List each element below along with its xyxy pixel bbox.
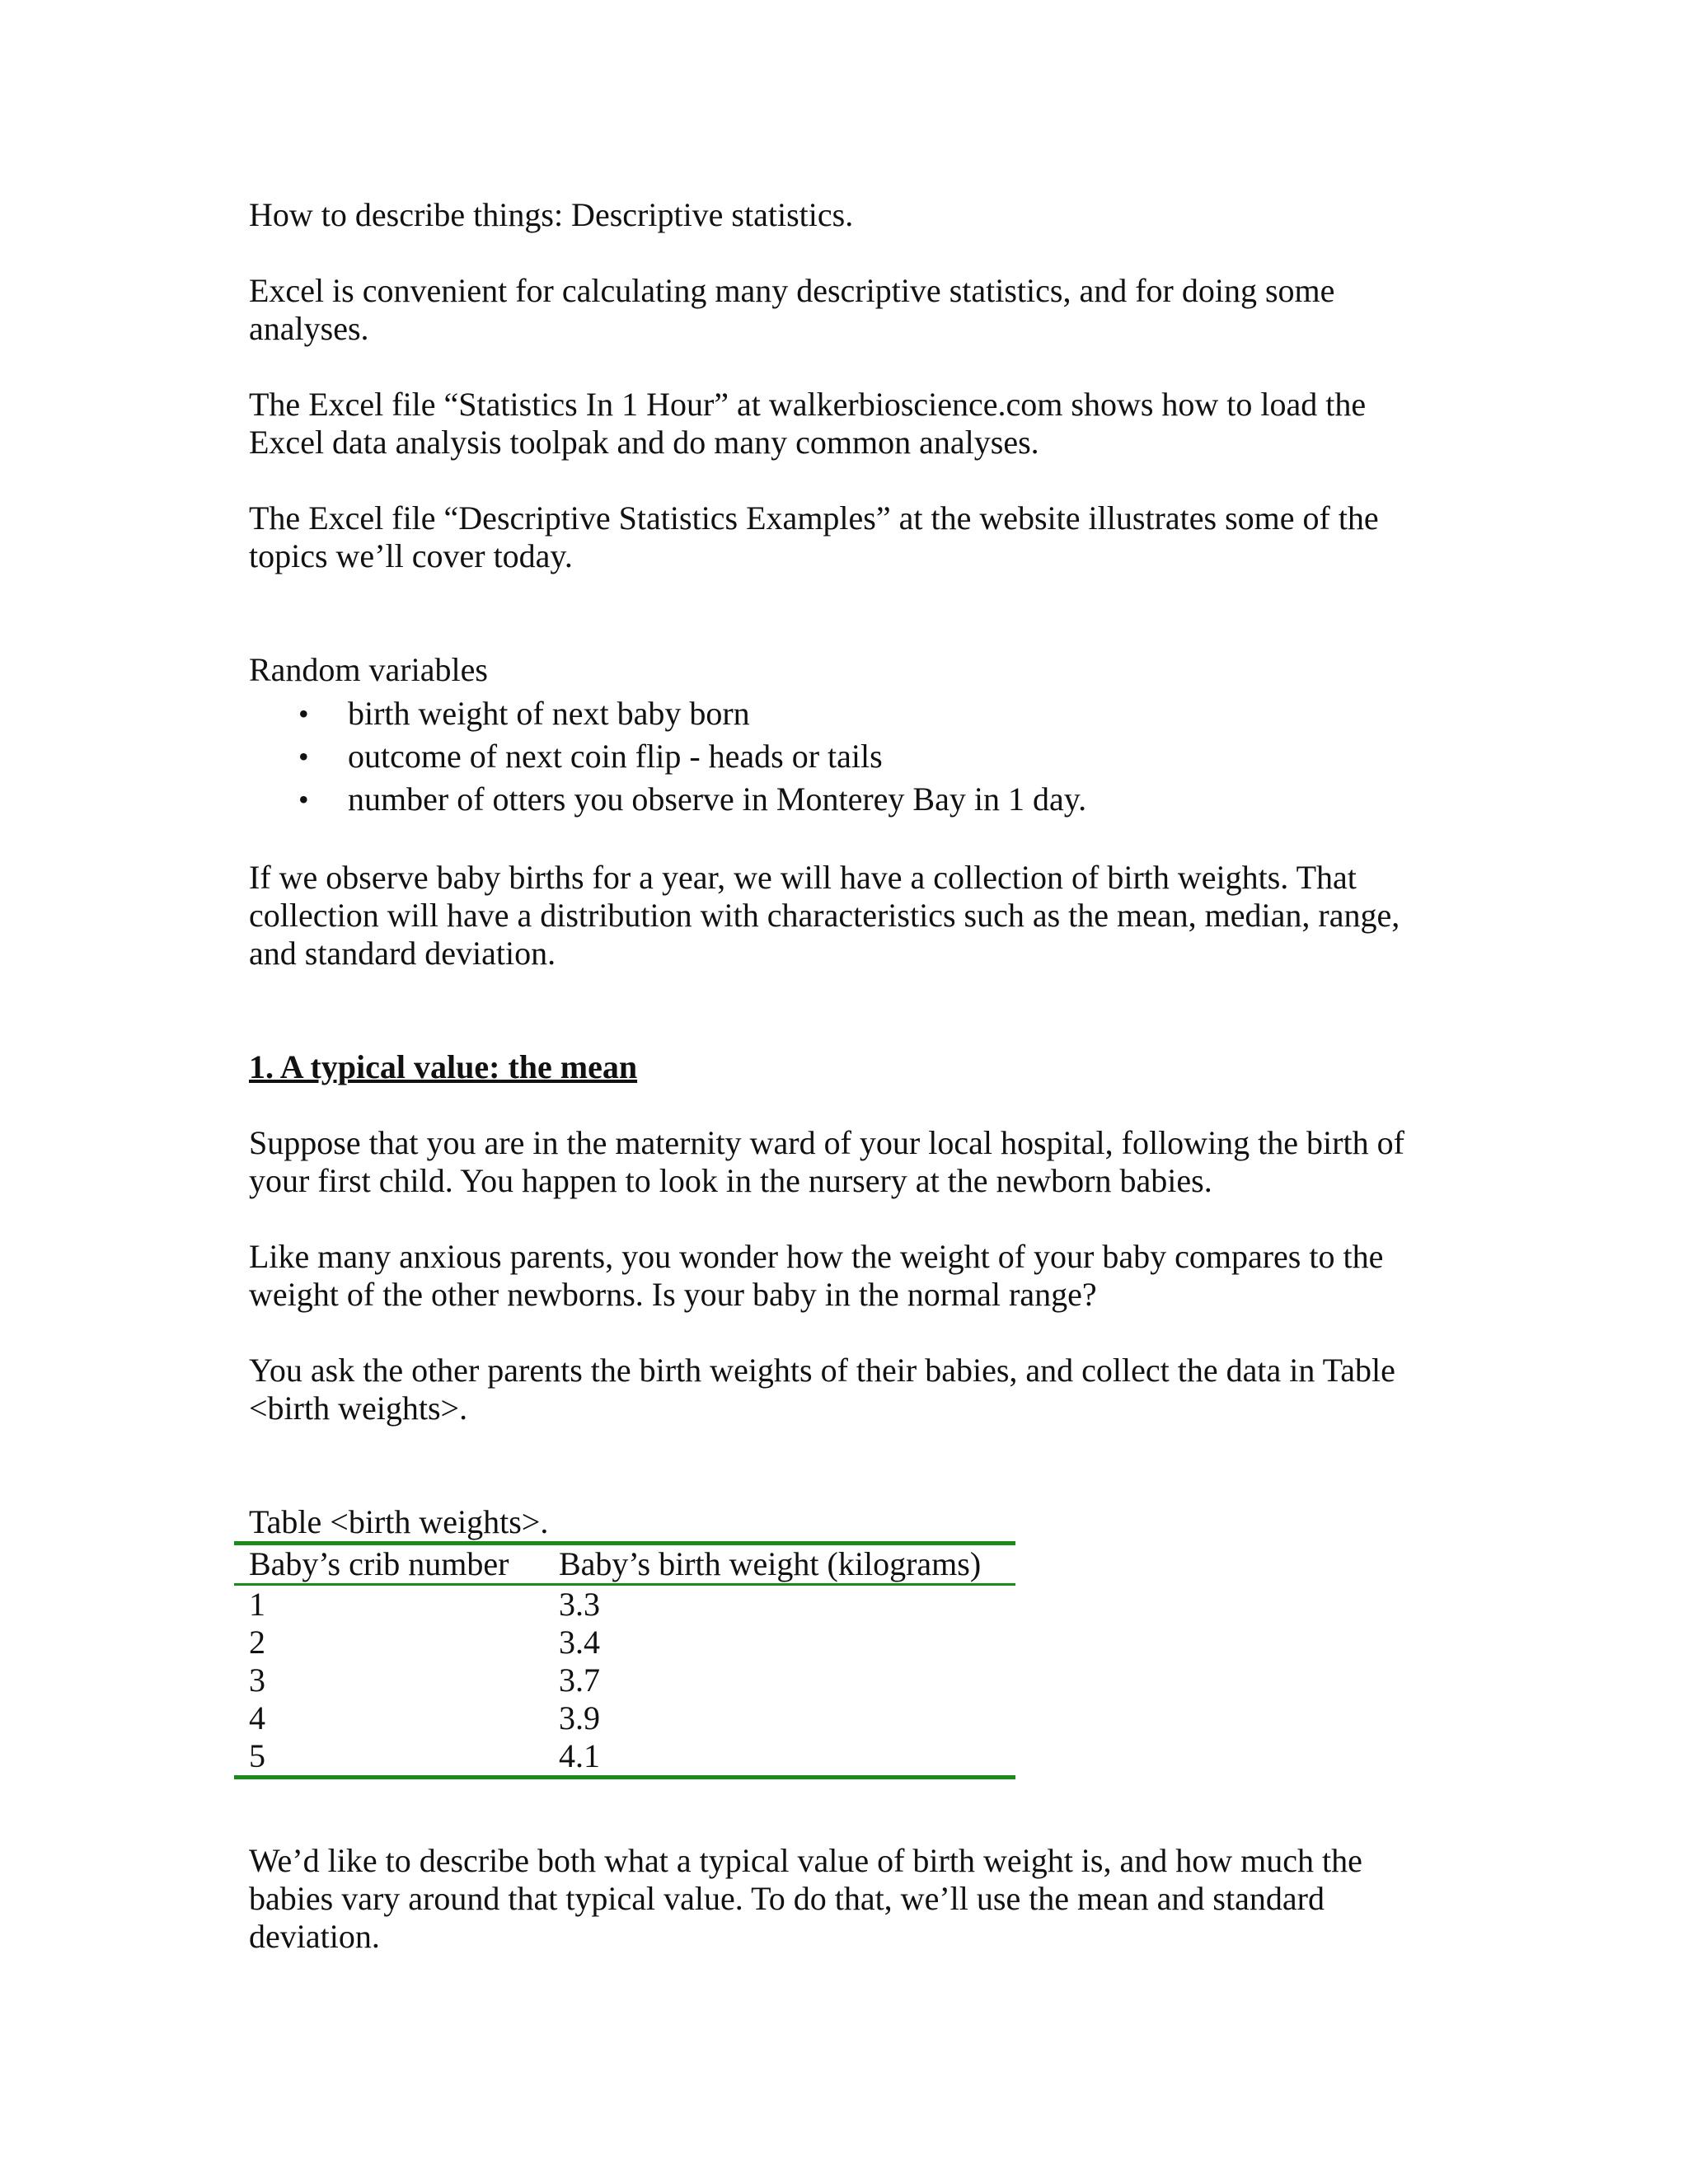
table-row bbox=[234, 1661, 1015, 1699]
birth-weight-cell: 3.4 bbox=[559, 1624, 600, 1661]
random-variables-heading: Random variables bbox=[249, 651, 488, 688]
list-item bbox=[249, 735, 1444, 778]
section-paragraph-2: Like many anxious parents, you wonder how the weight of your baby compares to the weight of the other newborns. Is your baby in the normal range? bbox=[249, 1238, 1384, 1313]
table-row bbox=[234, 1585, 1015, 1624]
bullet-icon: • bbox=[298, 697, 309, 730]
distribution-paragraph: If we observe baby births for a year, we will have a collection of birth weights. That collection will have a distribution with characteristics such as the mean, median, range, and standard deviation. bbox=[249, 859, 1400, 972]
intro-paragraph-1: Excel is convenient for calculating many descriptive statistics, and for doing some analyses. bbox=[249, 272, 1335, 347]
list-item bbox=[249, 692, 1444, 735]
column-header-birth-weight: Baby’s birth weight (kilograms) bbox=[559, 1545, 982, 1582]
random-variables-list bbox=[249, 692, 1444, 821]
crib-number-cell: 2 bbox=[249, 1624, 265, 1661]
birth-weights-table bbox=[234, 1541, 1015, 1779]
section-paragraph-1: Suppose that you are in the maternity ward of your local hospital, following the birth of your first child. You happen to look in the nursery at the newborn babies. bbox=[249, 1124, 1404, 1199]
closing-paragraph: We’d like to describe both what a typical value of birth weight is, and how much the babies vary around that typical value. To do that, we’ll use the mean and standard deviation. bbox=[249, 1842, 1362, 1955]
document-page bbox=[249, 196, 1444, 1956]
crib-number-cell: 4 bbox=[249, 1699, 265, 1736]
table-row bbox=[234, 1699, 1015, 1737]
list-item-text: number of otters you observe in Monterey Bay in 1 day. bbox=[348, 780, 1087, 818]
birth-weight-cell: 3.7 bbox=[559, 1661, 600, 1699]
list-item bbox=[249, 778, 1444, 821]
section-heading: 1. A typical value: the mean bbox=[249, 1048, 638, 1085]
table-row bbox=[234, 1624, 1015, 1661]
birth-weight-cell: 3.9 bbox=[559, 1699, 600, 1736]
list-item-text: birth weight of next baby born bbox=[348, 695, 750, 732]
column-header-crib-number: Baby’s crib number bbox=[249, 1545, 509, 1582]
crib-number-cell: 1 bbox=[249, 1586, 265, 1623]
document-title: How to describe things: Descriptive statistics. bbox=[249, 196, 854, 233]
list-item-text: outcome of next coin flip - heads or tails bbox=[348, 738, 883, 775]
birth-weight-cell: 4.1 bbox=[559, 1737, 600, 1774]
section-paragraph-3: You ask the other parents the birth weights of their babies, and collect the data in Table <birth weights>. bbox=[249, 1352, 1395, 1427]
bullet-icon: • bbox=[298, 783, 309, 816]
crib-number-cell: 5 bbox=[249, 1737, 265, 1774]
crib-number-cell: 3 bbox=[249, 1661, 265, 1699]
bullet-icon: • bbox=[298, 740, 309, 773]
table-row bbox=[234, 1737, 1015, 1778]
intro-paragraph-2: The Excel file “Statistics In 1 Hour” at walkerbioscience.com shows how to load the Excel data analysis toolpak and do many common analyses. bbox=[249, 386, 1367, 461]
table-header-row bbox=[234, 1544, 1015, 1585]
intro-paragraph-3: The Excel file “Descriptive Statistics Examples” at the website illustrates some of the topics we’ll cover today. bbox=[249, 499, 1379, 574]
birth-weight-cell: 3.3 bbox=[559, 1586, 600, 1623]
table-caption: Table <birth weights>. bbox=[249, 1503, 549, 1540]
